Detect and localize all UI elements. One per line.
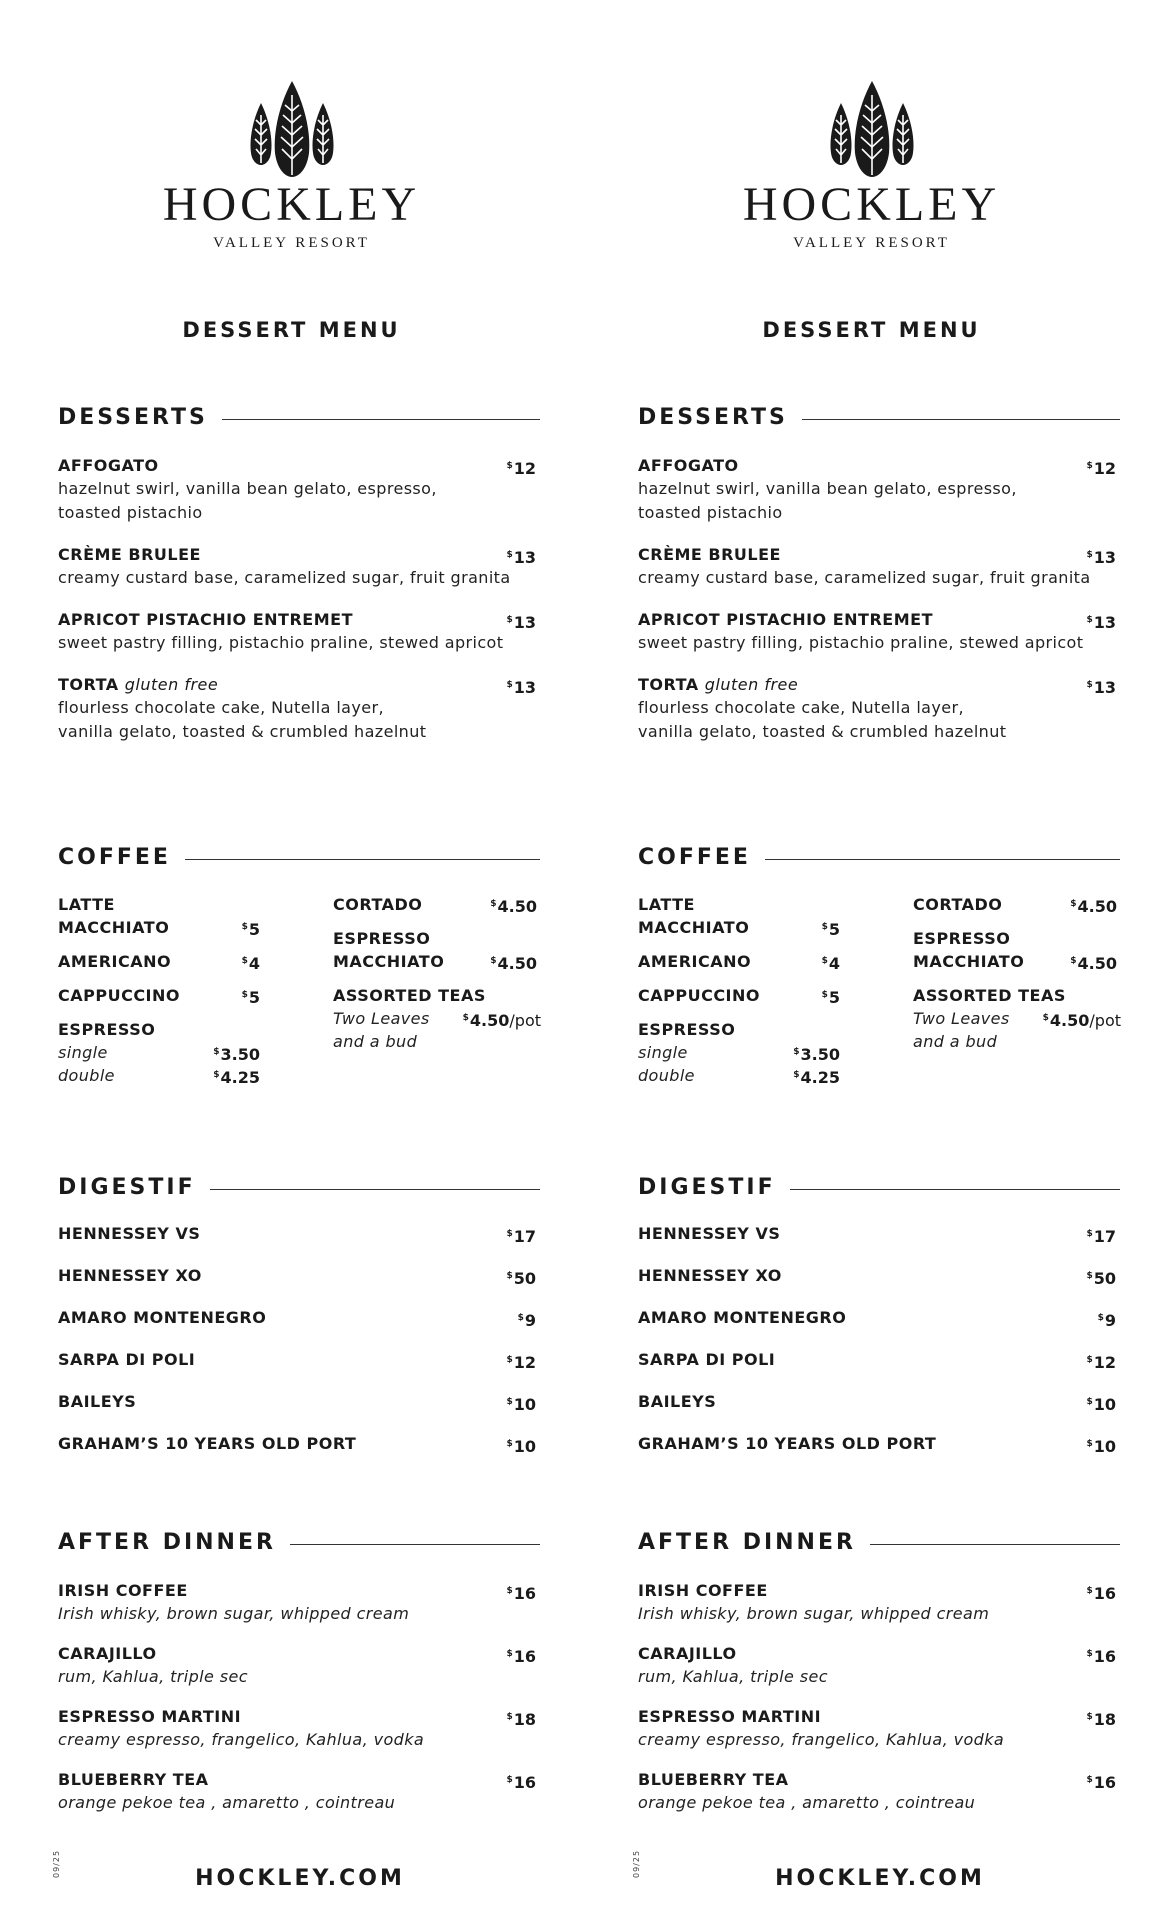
- menu-item-espresso-martini: ESPRESSO MARTINI $18 creamy espresso, frangelico, Kahlua, vodka: [58, 1707, 536, 1749]
- item-price-double: $4.25: [793, 1068, 840, 1087]
- menu-item-apricot-pistachio-entremet: APRICOT PISTACHIO ENTREMET $13 sweet pastry filling, pistachio praline, stewed apricot: [58, 610, 536, 652]
- menu-item-grahams-port: GRAHAM’S 10 YEARS OLD PORT $10: [58, 1434, 536, 1456]
- item-price: $18: [506, 1710, 536, 1729]
- menu-item-assorted-teas: ASSORTED TEAS Two Leaves and a bud $4.50/pot: [333, 986, 541, 1051]
- menu-item-carajillo: CARAJILLO $16 rum, Kahlua, triple sec: [58, 1644, 536, 1686]
- item-price-single: $3.50: [213, 1045, 260, 1064]
- menu-item-cappuccino: CAPPUCCINO $5: [58, 986, 260, 1007]
- item-price-single: $3.50: [793, 1045, 840, 1064]
- menu-item-torta: TORTA gluten free $13 flourless chocolate cake, Nutella layer, vanilla gelato, toasted & crumbled hazelnut: [58, 675, 536, 741]
- item-price: $5: [241, 920, 260, 939]
- item-price: $10: [1086, 1437, 1116, 1456]
- item-price: $13: [1086, 548, 1116, 567]
- brand-subtitle: VALLEY RESORT: [793, 235, 950, 251]
- item-price: $16: [506, 1773, 536, 1792]
- item-price: $4: [241, 954, 260, 973]
- section-heading-after-dinner: AFTER DINNER: [638, 1528, 1120, 1558]
- menu-item-americano: AMERICANO $4: [58, 952, 260, 973]
- pine-trees-logo-icon: [245, 81, 339, 177]
- item-price: $13: [1086, 678, 1116, 697]
- item-price: $10: [506, 1395, 536, 1414]
- item-price: $50: [1086, 1269, 1116, 1288]
- menu-item-blueberry-tea: BLUEBERRY TEA $16 orange pekoe tea , amaretto , cointreau: [638, 1770, 1116, 1812]
- menu-item-baileys: BAILEYS $10: [58, 1392, 536, 1414]
- item-price: $10: [506, 1437, 536, 1456]
- item-price: $4.50: [490, 897, 537, 916]
- print-code: 09/25: [52, 1849, 61, 1878]
- website-link[interactable]: HOCKLEY.COM: [195, 1866, 405, 1891]
- menu-item-hennessey-vs: HENNESSEY VS $17: [638, 1224, 1116, 1246]
- item-price: $16: [1086, 1647, 1116, 1666]
- section-heading-coffee: COFFEE: [638, 843, 1120, 873]
- menu-title: DESSERT MENU: [762, 318, 981, 342]
- item-price: $10: [1086, 1395, 1116, 1414]
- menu-item-irish-coffee: IRISH COFFEE $16 Irish whisky, brown sugar, whipped cream: [638, 1581, 1116, 1623]
- menu-item-espresso-macchiato: ESPRESSO MACCHIATO $4.50: [333, 929, 537, 973]
- section-heading-digestif: DIGESTIF: [58, 1173, 540, 1203]
- item-price: $9: [1097, 1311, 1116, 1330]
- section-heading-desserts: DESSERTS: [638, 403, 1120, 433]
- item-price: $16: [1086, 1773, 1116, 1792]
- menu-item-hennessey-xo: HENNESSEY XO $50: [58, 1266, 536, 1288]
- menu-item-hennessey-vs: HENNESSEY VS $17: [58, 1224, 536, 1246]
- item-price: $12: [506, 1353, 536, 1372]
- item-price: $5: [821, 988, 840, 1007]
- menu-item-sarpa-di-poli: SARPA DI POLI $12: [638, 1350, 1116, 1372]
- section-heading-digestif: DIGESTIF: [638, 1173, 1120, 1203]
- menu-item-apricot-pistachio-entremet: APRICOT PISTACHIO ENTREMET $13 sweet pastry filling, pistachio praline, stewed apricot: [638, 610, 1116, 652]
- item-price: $5: [821, 920, 840, 939]
- menu-item-sarpa-di-poli: SARPA DI POLI $12: [58, 1350, 536, 1372]
- menu-item-torta: TORTA gluten free $13 flourless chocolate cake, Nutella layer, vanilla gelato, toasted & crumbled hazelnut: [638, 675, 1116, 741]
- item-price: $16: [506, 1584, 536, 1603]
- item-price: $4.50: [1070, 954, 1117, 973]
- menu-item-espresso: ESPRESSO single double $3.50 $4.25: [58, 1020, 260, 1087]
- menu-item-cortado: CORTADO $4.50: [333, 895, 537, 916]
- item-price: $12: [506, 459, 536, 478]
- item-price: $13: [506, 548, 536, 567]
- item-price: $4.50: [1070, 897, 1117, 916]
- item-price: $4.50: [490, 954, 537, 973]
- menu-item-hennessey-xo: HENNESSEY XO $50: [638, 1266, 1116, 1288]
- section-heading-coffee: COFFEE: [58, 843, 540, 873]
- menu-item-amaro-montenegro: AMARO MONTENEGRO $9: [58, 1308, 536, 1330]
- menu-item-assorted-teas: ASSORTED TEAS Two Leaves and a bud $4.50/pot: [913, 986, 1121, 1051]
- item-price: $13: [506, 678, 536, 697]
- dietary-note: gluten free: [124, 675, 219, 694]
- dietary-note: gluten free: [704, 675, 799, 694]
- item-price: $5: [241, 988, 260, 1007]
- menu-item-blueberry-tea: BLUEBERRY TEA $16 orange pekoe tea , amaretto , cointreau: [58, 1770, 536, 1812]
- item-price: $16: [1086, 1584, 1116, 1603]
- item-price: $4.50/pot: [1042, 1011, 1121, 1030]
- item-price: $16: [506, 1647, 536, 1666]
- menu-item-baileys: BAILEYS $10: [638, 1392, 1116, 1414]
- item-price: $4.50/pot: [462, 1011, 541, 1030]
- menu-item-cortado: CORTADO $4.50: [913, 895, 1117, 916]
- menu-item-creme-brulee: CRÈME BRULEE $13 creamy custard base, caramelized sugar, fruit granita: [58, 545, 536, 587]
- menu-item-amaro-montenegro: AMARO MONTENEGRO $9: [638, 1308, 1116, 1330]
- menu-item-cappuccino: CAPPUCCINO $5: [638, 986, 840, 1007]
- item-price: $17: [1086, 1227, 1116, 1246]
- menu-item-creme-brulee: CRÈME BRULEE $13 creamy custard base, caramelized sugar, fruit granita: [638, 545, 1116, 587]
- menu-item-affogato: AFFOGATO $12 hazelnut swirl, vanilla bean gelato, espresso, toasted pistachio: [58, 456, 536, 522]
- section-heading-desserts: DESSERTS: [58, 403, 540, 433]
- menu-item-espresso-macchiato: ESPRESSO MACCHIATO $4.50: [913, 929, 1117, 973]
- menu-item-grahams-port: GRAHAM’S 10 YEARS OLD PORT $10: [638, 1434, 1116, 1456]
- menu-item-latte-macchiato: LATTE MACCHIATO $5: [58, 895, 260, 939]
- item-price-double: $4.25: [213, 1068, 260, 1087]
- brand-name: HOCKLEY: [742, 178, 1001, 231]
- menu-item-latte-macchiato: LATTE MACCHIATO $5: [638, 895, 840, 939]
- hockley-logo: [0, 75, 583, 265]
- item-price: $50: [506, 1269, 536, 1288]
- item-price: $4: [821, 954, 840, 973]
- item-price: $17: [506, 1227, 536, 1246]
- print-code: 09/25: [632, 1849, 641, 1878]
- menu-panel: [580, 0, 1163, 1920]
- website-link[interactable]: HOCKLEY.COM: [775, 1866, 985, 1891]
- menu-item-irish-coffee: IRISH COFFEE $16 Irish whisky, brown sugar, whipped cream: [58, 1581, 536, 1623]
- item-price: $12: [1086, 459, 1116, 478]
- section-heading-after-dinner: AFTER DINNER: [58, 1528, 540, 1558]
- menu-title: DESSERT MENU: [182, 318, 401, 342]
- item-price: $13: [506, 613, 536, 632]
- hockley-logo: [580, 75, 1163, 265]
- menu-item-espresso-martini: ESPRESSO MARTINI $18 creamy espresso, frangelico, Kahlua, vodka: [638, 1707, 1116, 1749]
- item-price: $18: [1086, 1710, 1116, 1729]
- item-price: $9: [517, 1311, 536, 1330]
- menu-item-affogato: AFFOGATO $12 hazelnut swirl, vanilla bean gelato, espresso, toasted pistachio: [638, 456, 1116, 522]
- item-price: $13: [1086, 613, 1116, 632]
- brand-subtitle: VALLEY RESORT: [213, 235, 370, 251]
- pine-trees-logo-icon: [825, 81, 919, 177]
- menu-item-americano: AMERICANO $4: [638, 952, 840, 973]
- menu-item-espresso: ESPRESSO single double $3.50 $4.25: [638, 1020, 840, 1087]
- menu-item-carajillo: CARAJILLO $16 rum, Kahlua, triple sec: [638, 1644, 1116, 1686]
- item-price: $12: [1086, 1353, 1116, 1372]
- brand-name: HOCKLEY: [162, 178, 421, 231]
